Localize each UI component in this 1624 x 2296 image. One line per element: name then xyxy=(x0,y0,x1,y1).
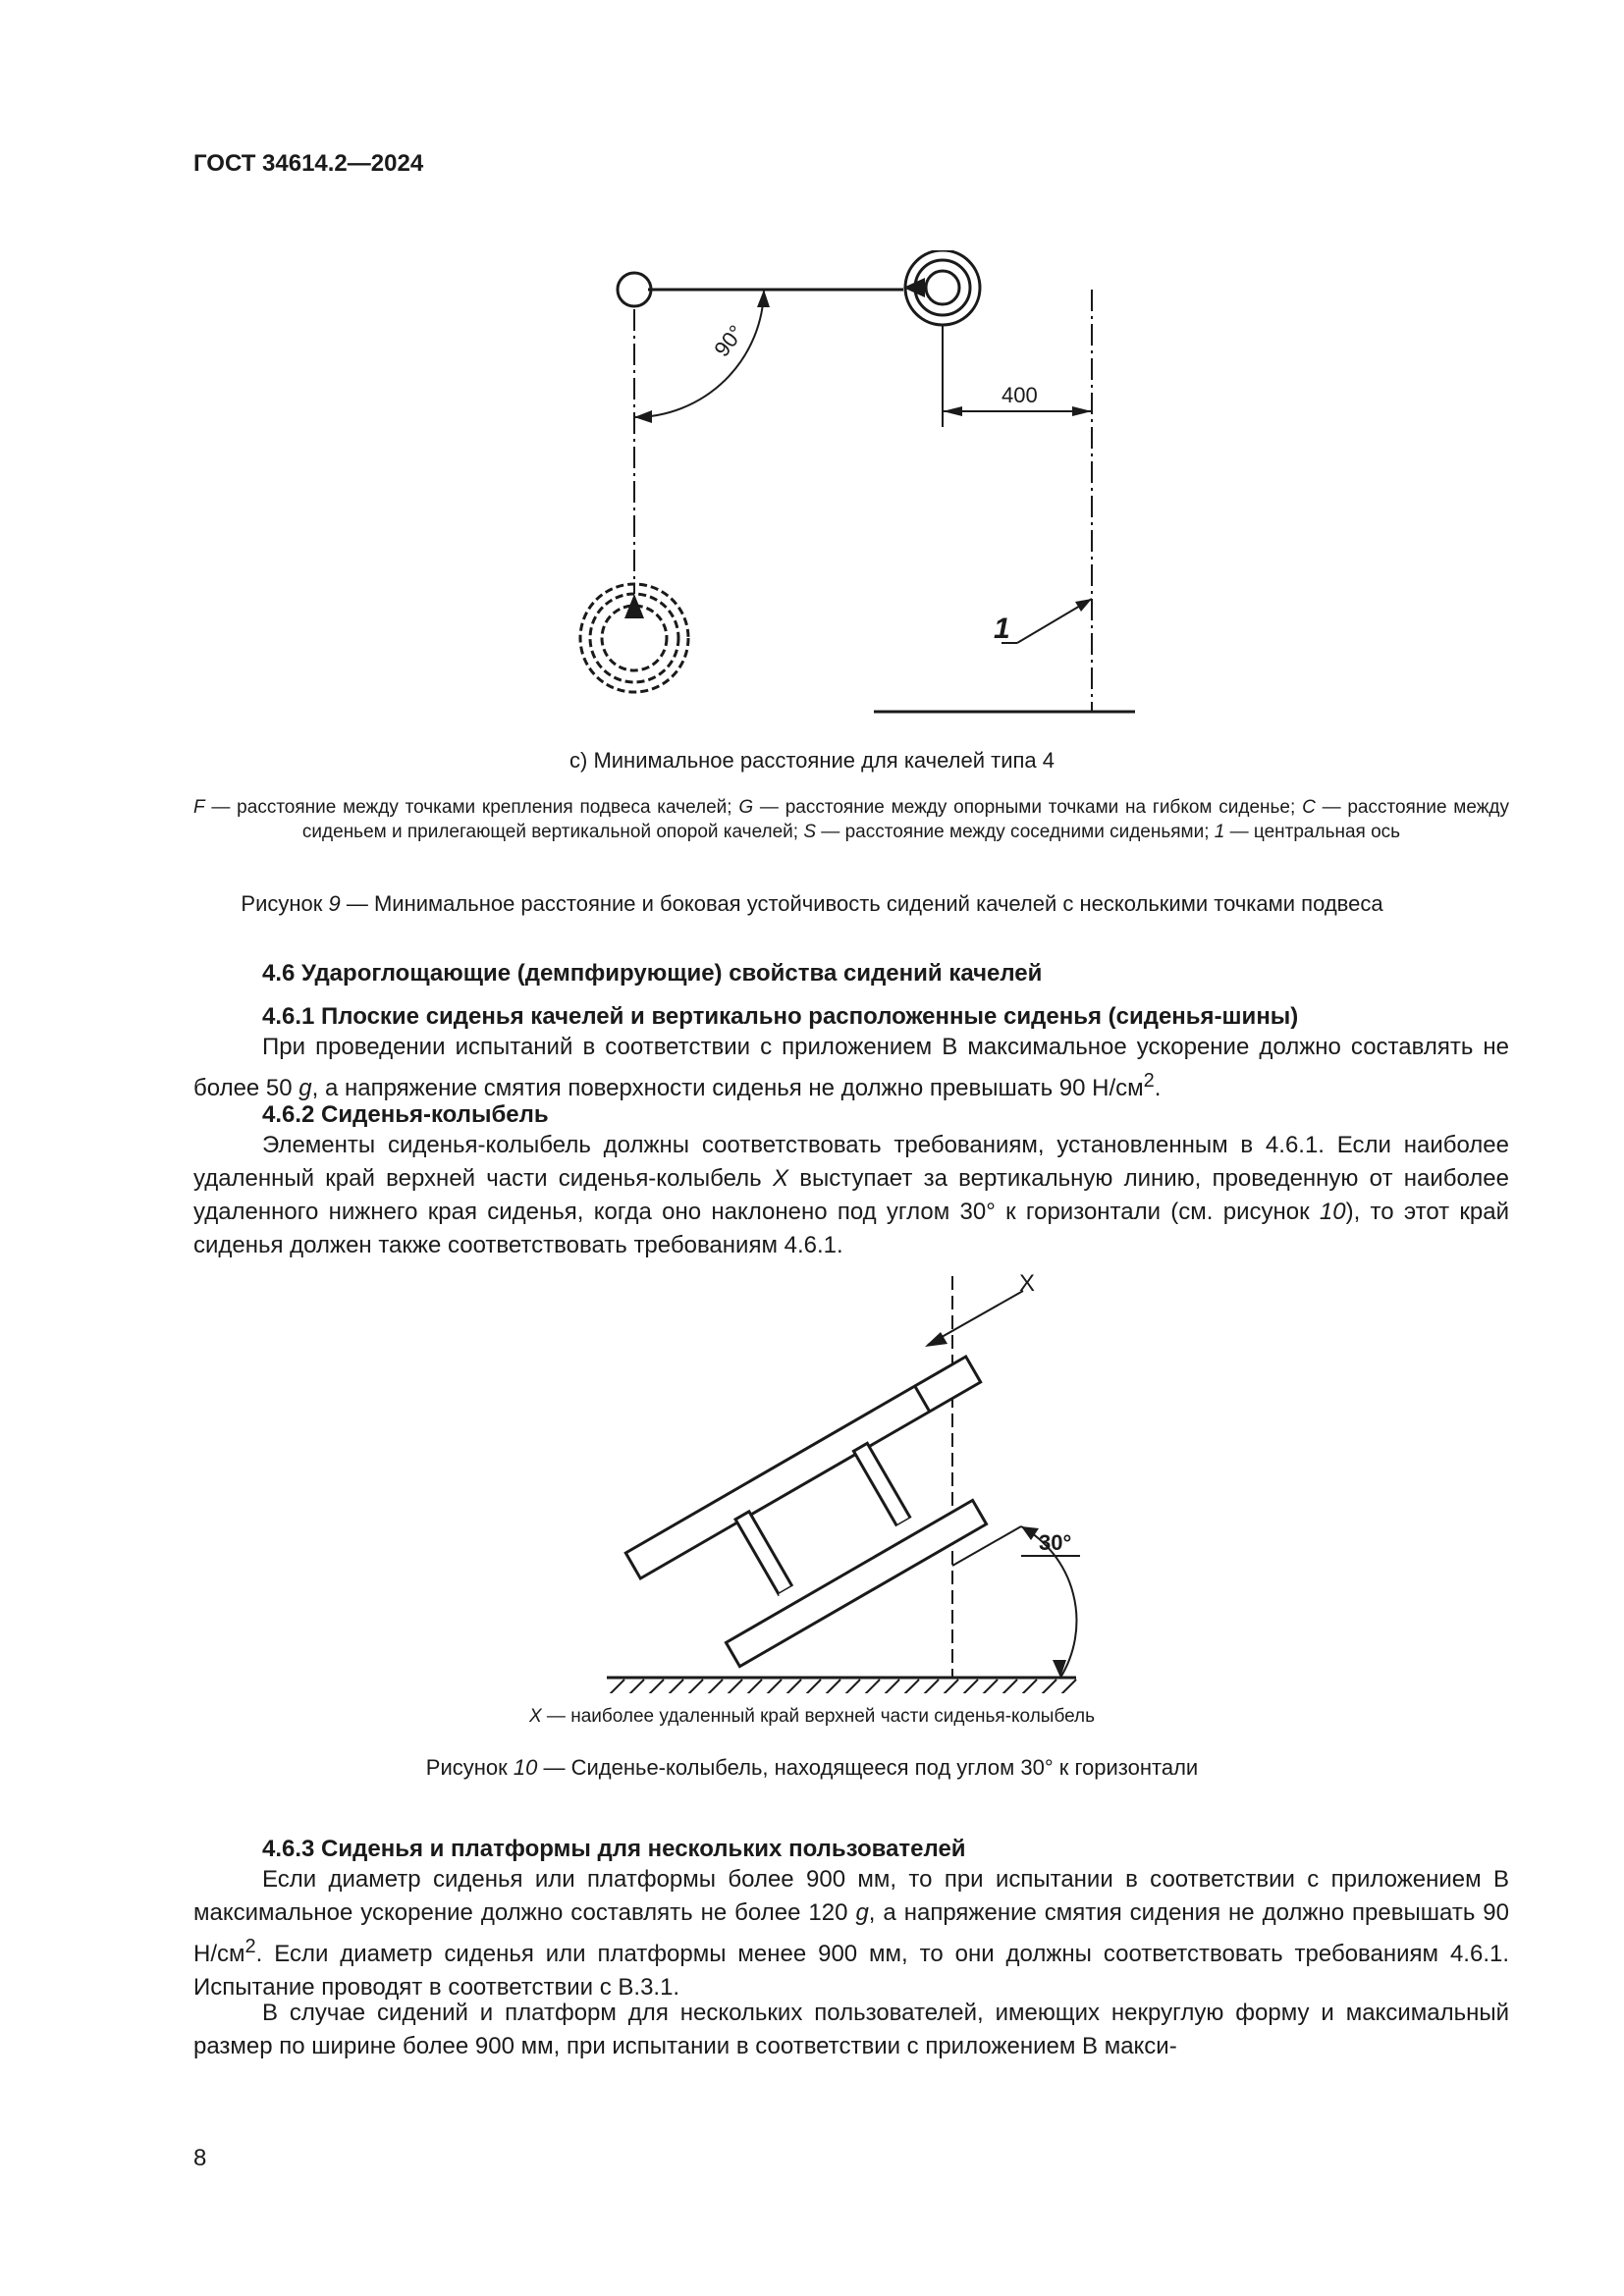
section-4-6-3-paragraph-1: Если диаметр сиденья или платформы более 900 мм, то при испытании в соответствии с приложением В максимальное ускорение должно составлять не более 120 g, а напряжение смятия сидения не должно превышать 90 $Н/см^2$. Если диаметр сиденья или платформы менее 900 мм, то они должны соответствовать требованиям 4.6.1. Испытание проводят в соответствии с В.3.1. xyxy=(193,1866,1509,2001)
cradle-bottom-board xyxy=(726,1500,986,1666)
section-4-6-2-paragraph: Элементы сиденья-колыбель должны соответствовать требованиям, установленным в 4.6.1. Если наиболее удаленный край верхней части сиденья-колыбель X выступает за вертикальную линию, проведенную от наиболее удаленного нижнего края сиденья, когда оно наклонено под углом 30° к горизонтали (см. рисунок 10), то этот край сиденья должен также соответствовать требованиям 4.6.1. xyxy=(193,1132,1510,1258)
legend-symbol-1: 1 xyxy=(1214,822,1225,842)
callout-label-1: 1 xyxy=(994,613,1010,645)
section-4-6-1-paragraph: При проведении испытаний в соответствии с приложением В максимальное ускорение должно составлять не более 50 g, а напряжение смятия поверхности сиденья не должно превышать 90 $Н/см^2$. xyxy=(193,1034,1509,1101)
document-code-header: ГОСТ 34614.2—2024 xyxy=(193,150,424,177)
ground-hatching xyxy=(609,1680,1076,1693)
figure-9-legend: F — расстояние между точками крепления подвеса качелей; G — расстояние между опорными точками на гибком сиденье; C — расстояние между сиденьем и прилегающей вертикальной опорой качелей; S — расстояние между соседними сиденьями; 1 — центральная ось xyxy=(193,797,1510,842)
legend-symbol-s: S xyxy=(803,822,817,842)
figure-9c-swing-diagram xyxy=(550,250,1139,721)
section-4-6-3-heading: 4.6.3 Сиденья и платформы для нескольких пользователей xyxy=(262,1836,966,1862)
section-4-6-heading: 4.6 Удароглощающие (демпфирующие) свойства сидений качелей xyxy=(262,960,1043,987)
angle-label-90: 90° xyxy=(709,320,749,362)
dimension-label-400: 400 xyxy=(1001,383,1038,407)
label-x: X xyxy=(1019,1271,1036,1297)
legend-symbol-c: C xyxy=(1302,797,1316,818)
section-4-6-3-paragraph-2: В случае сидений и платформ для нескольких пользователей, имеющих некруглую форму и максимальный размер по ширине более 900 мм, при испытании в соответствии с приложением В макси- xyxy=(193,2000,1509,2059)
figure-10-legend: X — наиболее удаленный край верхней части сиденья-колыбель xyxy=(528,1706,1096,1727)
legend-symbol-f: F xyxy=(193,797,205,818)
figure-10-cradle-seat-diagram xyxy=(599,1271,1090,1693)
figure-9c-subcaption: c) Минимальное расстояние для качелей типа 4 xyxy=(569,748,1055,773)
figure-9-caption: Рисунок 9 — Минимальное расстояние и боковая устойчивость сидений качелей с несколькими точками подвеса xyxy=(241,891,1383,916)
section-4-6-1-heading: 4.6.1 Плоские сиденья качелей и вертикально расположенные сиденья (сиденья-шины) xyxy=(262,1003,1299,1030)
angle-arc-90 xyxy=(634,290,764,417)
figure-10-caption: Рисунок 10 — Сиденье-колыбель, находящееся под углом 30° к горизонтали xyxy=(425,1755,1199,1780)
page-number: 8 xyxy=(193,2145,207,2171)
left-pivot-circle xyxy=(618,273,651,306)
angle-label-30: 30° xyxy=(1039,1530,1072,1555)
section-4-6-2-heading: 4.6.2 Сиденья-колыбель xyxy=(262,1101,549,1128)
legend-symbol-g: G xyxy=(738,797,754,818)
